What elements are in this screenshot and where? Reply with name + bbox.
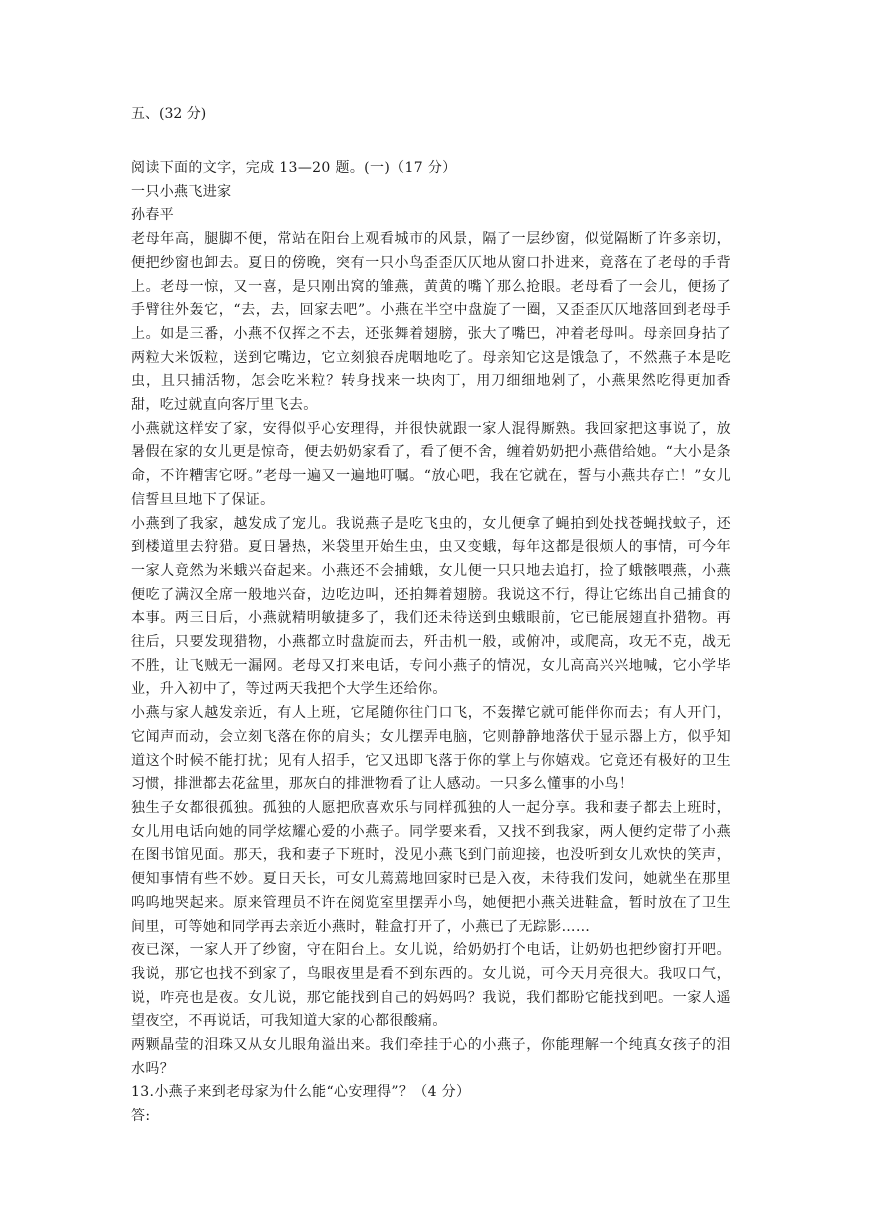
article-title: 一只小燕飞进家 [131, 183, 232, 200]
article-paragraph: 夜已深，一家人开了纱窗，守在阳台上。女儿说，给奶奶打个电话，让奶奶也把纱窗打开吧。我说，那它也找不到家了，鸟眼夜里是看不到东西的。女儿说，可今天月亮很大。我叹口气，说，咋亮也是夜。女儿说，那它能找到自己的妈妈吗？我说，我们都盼它能找到吧。一家人遥望夜空，不再说话，可我知道大家的心都很酸痛。 [131, 942, 731, 1030]
article-paragraph: 小燕与家人越发亲近，有人上班，它尾随你往门口飞，不轰撵它就可能伴你而去；有人开门，它闻声而动，会立刻飞落在你的肩头；女儿摆弄电脑，它则静静地落伏于显示器上方，似乎知道这个时候不能打扰；见有人招手，它又迅即飞落于你的掌上与你嬉戏。它竟还有极好的卫生习惯，排泄都去花盆里，那灰白的排泄物看了让人感动。一只多么懂事的小鸟！ [131, 705, 731, 793]
article-paragraph: 老母年高，腿脚不便，常站在阳台上观看城市的风景，隔了一层纱窗，似觉隔断了许多亲切，便把纱窗也卸去。夏日的傍晚，突有一只小鸟歪歪仄仄地从窗口扑进来，竟落在了老母的手背上。老母一惊，又一喜，是只刚出窝的雏燕，黄黄的嘴丫那么抢眼。老母看了一会儿，便扬了手臂往外轰它，“去，去，回家去吧”。小燕在半空中盘旋了一圈，又歪歪仄仄地落回到老母手上。如是三番，小燕不仅挥之不去，还张舞着翅膀，张大了嘴巴，冲着老母叫。母亲回身拈了两粒大米饭粒，送到它嘴边，它立刻狼吞虎咽地吃了。母亲知它这是饿急了，不然燕子本是吃虫，且只捕活物，怎会吃米粒？转身找来一块肉丁，用刀细细地剁了，小燕果然吃得更加香甜，吃过就直向客厅里飞去。 [131, 231, 731, 414]
article-paragraph: 两颗晶莹的泪珠又从女儿眼角溢出来。我们牵挂于心的小燕子，你能理解一个纯真女孩子的泪水吗？ [131, 1037, 731, 1077]
article-paragraph: 小燕就这样安了家，安得似乎心安理得，并很快就跟一家人混得厮熟。我回家把这事说了，放暑假在家的女儿更是惊奇，便去奶奶家看了，看了便不舍，缠着奶奶把小燕借给她。“大小是条命，不许糟害它呀。”老母一遍又一遍地叮嘱。“放心吧，我在它就在，誓与小燕共存亡！”女儿信誓旦旦地下了保证。 [131, 420, 731, 508]
article-paragraph: 独生子女都很孤独。孤独的人愿把欣喜欢乐与同样孤独的人一起分享。我和妻子都去上班时，女儿用电话向她的同学炫耀心爱的小燕子。同学要来看，又找不到我家，两人便约定带了小燕在图书馆见面。那天，我和妻子下班时，没见小燕飞到门前迎接，也没听到女儿欢快的笑声，便知事情有些不妙。夏日天长，可女儿蔫蔫地回家时已是入夜，未待我们发问，她就坐在那里呜呜地哭起来。原来管理员不许在阅览室里摆弄小鸟，她便把小燕关进鞋盒，暂时放在了卫生间里，可等她和同学再去亲近小燕时，鞋盒打开了，小燕已了无踪影…… [131, 799, 731, 935]
question-13: 13.小燕子来到老母家为什么能“心安理得”？（4 分） [131, 1084, 471, 1101]
article-paragraph: 小燕到了我家，越发成了宠儿。我说燕子是吃飞虫的，女儿便拿了蝇拍到处找苍蝇找蚊子，还到楼道里去狩猎。夏日暑热，米袋里开始生虫，虫又变蛾，每年这都是很烦人的事情，可今年一家人竟然为米蛾兴奋起来。小燕还不会捕蛾，女儿便一只只地去追打，捡了蛾骸喂燕，小燕便吃了满汉全席一般地兴奋，边吃边叫，还拍舞着翅膀。我说这不行，得让它练出自己捕食的本事。两三日后，小燕就精明敏捷多了，我们还未待送到虫蛾眼前，它已能展翅直扑猎物。再往后，只要发现猎物，小燕都立时盘旋而去，歼击机一般，或俯冲，或爬高，攻无不克，战无不胜，让飞贼无一漏网。老母又打来电话，专问小燕子的情况，女儿高高兴兴地喊，它小学毕业，升入初中了，等过两天我把个大学生还给你。 [131, 515, 731, 698]
article-author: 孙春平 [131, 207, 175, 224]
section-heading: 五、(32 分) [131, 106, 207, 122]
reading-content [131, 157, 731, 1129]
reading-instructions: 阅读下面的文字，完成 13—20 题。(一)（17 分） [131, 160, 457, 176]
answer-label: 答: [131, 1108, 151, 1125]
